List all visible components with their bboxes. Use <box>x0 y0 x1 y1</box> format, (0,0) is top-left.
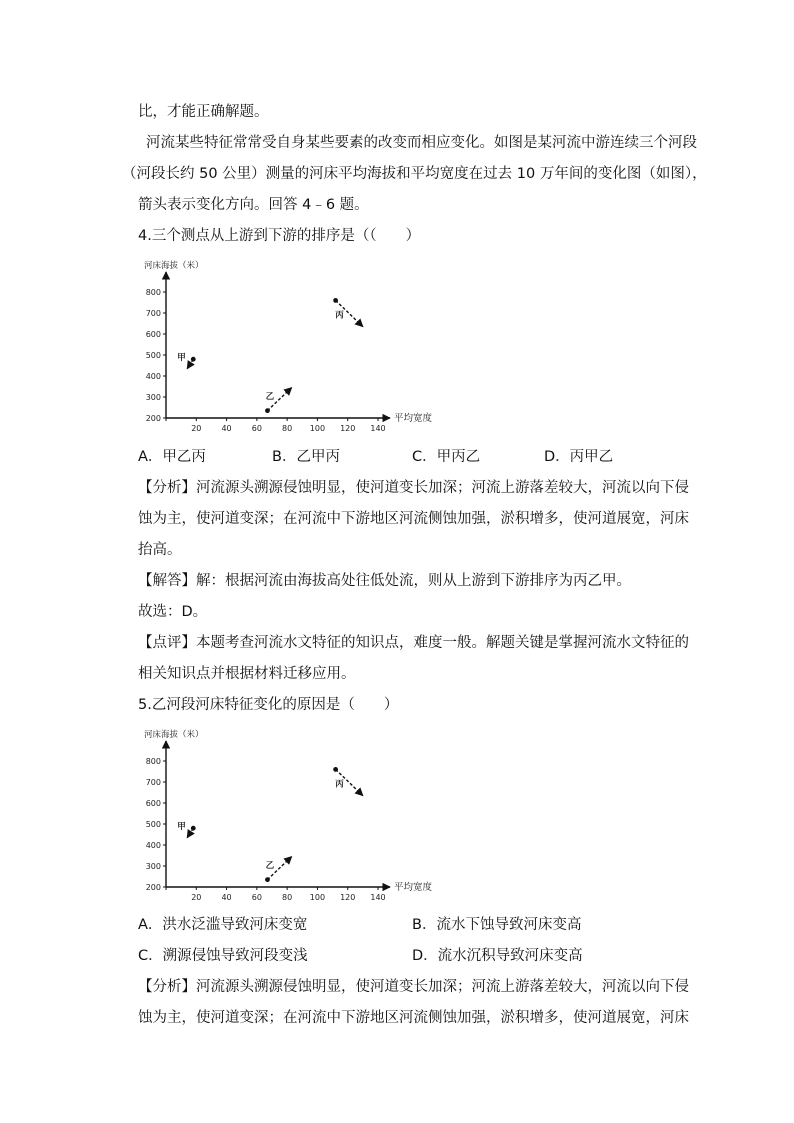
y-tick-label: 800 <box>145 288 161 297</box>
change-arrow-甲 <box>187 359 193 368</box>
analysis-line: 【分析】河流源头溯源侵蚀明显，使河道变长加深；河流上游落差较大，河流以向下侵 <box>138 979 689 995</box>
y-tick-label: 700 <box>145 309 161 318</box>
y-tick-label: 600 <box>145 799 161 808</box>
x-tick-label: 100 <box>309 424 326 433</box>
x-tick-label: 40 <box>221 424 232 433</box>
paragraph-line: 箭头表示变化方向。回答 4﹣6 题。 <box>138 197 369 213</box>
y-axis-label: 河床海拔（米） <box>144 730 204 740</box>
x-tick-label: 60 <box>251 893 262 902</box>
option-d: D．流水沉积导致河床变高 <box>412 948 583 964</box>
analysis-line: 抬高。 <box>138 542 182 558</box>
option-b: B．流水下蚀导致河床变高 <box>412 917 582 933</box>
option-d: D．丙甲乙 <box>544 449 614 465</box>
series-label-甲: 甲 <box>177 353 186 364</box>
x-axis-label: 平均宽度 <box>394 882 433 893</box>
question-4-title: 4.三个测点从上游到下游的排序是（（ ） <box>138 228 421 244</box>
choice-line: 故选：D。 <box>138 604 208 620</box>
y-tick-label: 300 <box>145 393 161 402</box>
analysis-line: 【分析】河流源头溯源侵蚀明显，使河道变长加深；河流上游落差较大，河流以向下侵 <box>138 480 689 496</box>
y-tick-label: 300 <box>145 862 161 871</box>
x-tick-label: 120 <box>340 893 356 902</box>
x-tick-label: 60 <box>251 424 262 433</box>
y-tick-label: 400 <box>145 841 161 850</box>
option-c: C．溯源侵蚀导致河段变浅 <box>138 948 308 964</box>
y-tick-label: 500 <box>145 351 161 360</box>
paragraph-line: 河流某些特征常常受自身某些要素的改变而相应变化。如图是某河流中游连续三个河段 <box>146 135 697 151</box>
x-tick-label: 100 <box>309 893 326 902</box>
y-tick-label: 200 <box>145 414 161 423</box>
x-tick-label: 20 <box>191 893 202 902</box>
paragraph-line: （河段长约 50 公里）测量的河床平均海拔和平均宽度在过去 10 万年间的变化图（如图）， <box>122 166 707 182</box>
x-tick-label: 80 <box>282 893 293 902</box>
series-label-乙: 乙 <box>265 392 275 403</box>
y-tick-label: 700 <box>145 778 161 787</box>
x-tick-label: 20 <box>191 424 202 433</box>
option-a: A．洪水泛滥导致河床变宽 <box>138 917 308 933</box>
answer-line: 【解答】解：根据河流由海拔高处往低处流，则从上游到下游排序为丙乙甲。 <box>138 573 631 589</box>
x-tick-label: 80 <box>282 424 293 433</box>
option-a: A．甲乙丙 <box>138 449 206 465</box>
chart-river-bed-2 <box>138 727 438 902</box>
y-tick-label: 500 <box>145 820 161 829</box>
series-label-乙: 乙 <box>265 861 275 872</box>
analysis-line: 蚀为主，使河道变深；在河流中下游地区河流侧蚀加强，淤积增多，使河道展宽，河床 <box>138 1010 689 1026</box>
y-tick-label: 800 <box>145 757 161 766</box>
x-axis-label: 平均宽度 <box>394 413 433 424</box>
change-arrow-甲 <box>187 828 193 837</box>
x-tick-label: 120 <box>340 424 356 433</box>
option-c: C．甲丙乙 <box>412 449 481 465</box>
analysis-line: 蚀为主，使河道变深；在河流中下游地区河流侧蚀加强，淤积增多，使河道展宽，河床 <box>138 511 689 527</box>
x-tick-label: 140 <box>370 893 386 902</box>
y-tick-label: 400 <box>145 372 161 381</box>
series-label-丙: 丙 <box>335 310 344 321</box>
option-b: B．乙甲丙 <box>272 449 340 465</box>
x-tick-label: 40 <box>221 893 232 902</box>
y-axis-label: 河床海拔（米） <box>144 261 204 271</box>
review-line: 【点评】本题考查河流水文特征的知识点，难度一般。解题关键是掌握河流水文特征的 <box>138 635 689 651</box>
question-5-title: 5.乙河段河床特征变化的原因是（ ） <box>138 697 399 713</box>
chart-river-bed-1 <box>138 258 438 433</box>
y-tick-label: 600 <box>145 330 161 339</box>
series-label-丙: 丙 <box>335 779 344 790</box>
review-line: 相关知识点并根据材料迁移应用。 <box>138 666 356 682</box>
y-tick-label: 200 <box>145 883 161 892</box>
x-tick-label: 140 <box>370 424 386 433</box>
paragraph-line: 比，才能正确解题。 <box>138 104 269 120</box>
series-label-甲: 甲 <box>177 822 186 833</box>
